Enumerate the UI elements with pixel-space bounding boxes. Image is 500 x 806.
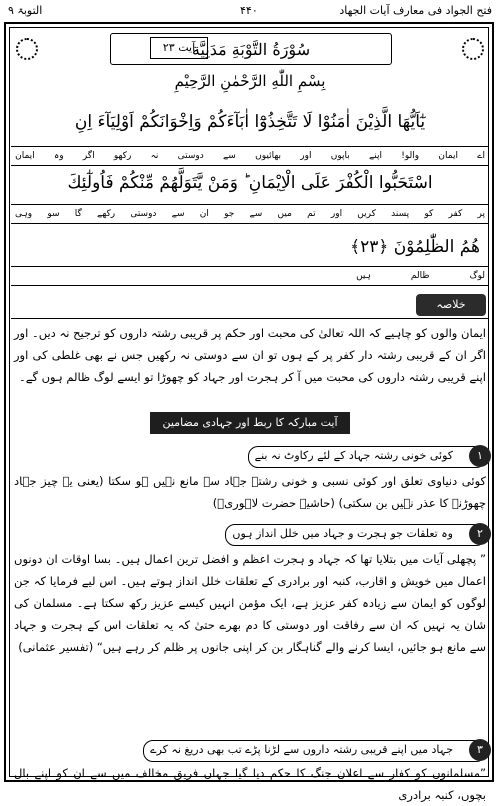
- translation-word: جو: [224, 209, 235, 219]
- summary-tag: خلاصہ: [416, 294, 486, 316]
- translation-line-2: [11, 204, 489, 224]
- translation-word: بھائیوں: [255, 151, 281, 161]
- section-banner: آیت مبارکہ کا ربط اور جہادی مضامین: [150, 412, 350, 434]
- translation-word: رکھے: [97, 209, 116, 219]
- translation-word: رکھو: [113, 151, 132, 161]
- translation-word: ظالم: [410, 271, 430, 281]
- translation-line-3: [11, 266, 489, 286]
- summary-text: ایمان والوں کو چاہیے کہ اللہ تعالیٰ کی محبت اور حکم پر قریبی رشتہ داروں کو ترجیح نہ دیں۔ اور اگر ان کے قریبی رشتہ دار کفر پر کے ہوں تو ان سے دوستی نہ رکھیں جس نے بھی غلطی کی اور اپنے قریبی رشتہ داروں کی محبت میں آ کر ہجرت اور جہاد کو چھوڑا تو ایسے لوگ ظالم ہوں گے۔: [14, 326, 486, 384]
- translation-word: ان: [199, 209, 209, 219]
- point-number-badge: ۲: [469, 523, 491, 545]
- translation-word: تم: [307, 209, 316, 219]
- translation-word: لوگ: [469, 271, 485, 281]
- point-3-text: ”مسلمانوں کو کفار سے اعلانِ جنگ کا حکم دیا گیا جہاں فریق مخالف میں سے ان کو اپنے بال بچوں، کنبہ برادری: [14, 766, 486, 802]
- translation-word: ہیں: [356, 271, 371, 281]
- point-3-heading: [143, 740, 486, 762]
- header-surah-ref: التوبۃ ۹: [8, 4, 43, 17]
- translation-word: دوستی: [177, 151, 204, 161]
- translation-word: اپنے: [369, 151, 382, 161]
- translation-word: ایمان: [438, 151, 458, 161]
- translation-word: سے: [223, 151, 236, 161]
- translation-word: کریں: [357, 209, 376, 219]
- translation-word: وہ: [53, 151, 64, 161]
- translation-line-1: [11, 146, 489, 166]
- translation-word: پسند: [391, 209, 410, 219]
- translation-word: اگر: [82, 151, 95, 161]
- bismillah: بِسْمِ اللّٰهِ الرَّحْمٰنِ الرَّحِيْمِ: [174, 72, 326, 90]
- translation-word: سو: [47, 209, 60, 219]
- rosette-ornament-icon: [462, 38, 484, 60]
- point-number-badge: ۱: [469, 445, 491, 467]
- translation-word: اور: [330, 209, 343, 219]
- translation-word: کو: [424, 209, 434, 219]
- surah-name: سُوْرَةُ التَّوْبَةِ مَدَنِيَّة: [191, 40, 311, 59]
- translation-word: باپوں: [330, 151, 350, 161]
- translation-word: سے: [171, 209, 185, 219]
- translation-word: ایمان: [15, 151, 35, 161]
- point-heading-text: جہاد میں اپنے قریبی رشتہ داروں سے لڑنا پڑے تب بھی دریغ نہ کرے: [150, 743, 453, 756]
- translation-word: اور: [300, 151, 312, 161]
- translation-word: کفر: [448, 209, 463, 219]
- translation-word: گا: [74, 209, 82, 219]
- point-2-text: ” پچھلی آیات میں بتلایا تھا کہ جہاد و ہجرت اعظم و افضل ترین اعمال ہیں۔ بسا اوقات ان دونوں اعمال میں خویش و اقارب، کنبہ اور برادری کے تعلقات خلل انداز ہوتے ہیں۔ اس لیے فرمایا کہ جن لوگوں کو ایمان سے زیادہ کفر عزیز ہے، ایک مؤمن انہیں کیسے عزیز رکھ سکتا ہے۔ مسلمان کی شان یہ نہیں کہ ان سے رفاقت اور دوستی کا دم بھرے حتیٰ کہ یہ تعلقات اس کے ہجرت و جہاد سے مانع ہو جائیں، ایسا کرنے والے گناہگار بن کر اپنی جانوں پر ظلم کر رہے ہیں“ (تفسیر عثمانی): [14, 552, 486, 654]
- translation-word: اے: [477, 151, 485, 161]
- translation-word: والو!: [401, 151, 420, 161]
- rosette-ornament-icon: [16, 38, 38, 60]
- point-heading-text: کوئی خونی رشتہ جہاد کے لئے رکاوٹ نہ بنے: [254, 449, 453, 462]
- page-number: ۴۴۰: [240, 4, 258, 17]
- translation-word: نہ: [150, 151, 159, 161]
- point-1-heading: [248, 446, 486, 468]
- translation-word: میں: [277, 209, 292, 219]
- translation-word: سے: [249, 209, 263, 219]
- verse-line-3: هُمُ الظّٰلِمُوْنَ ﴿۲۳﴾: [350, 237, 480, 257]
- translation-word: پر: [477, 209, 485, 219]
- divider: [11, 318, 489, 319]
- verse-line-1: يٰٓاَيُّهَا الَّذِيْنَ اٰمَنُوْا لَا تَتَّخِذُوْٓا اٰبَآءَكُمْ وَاِخْوَانَكُمْ اَوْلِيَآءَ اِنِ: [74, 112, 426, 132]
- verse-line-2: اسْتَحَبُّوا الْكُفْرَ عَلَى الْاِيْمَانِ ؕ وَمَنْ يَّتَوَلَّهُمْ مِّنْكُمْ فَاُولٰٓئِكَ: [67, 173, 433, 193]
- point-1-text: کوئی دنیاوی تعلق اور کوئی نسبی و خونی رشتہ جہاد سے مانع نہیں ہو سکتا (یعنی یہ چیز جہاد چھوڑنے کا عذر نہیں بن سکتی) (حاشیہ حضرت لاہوریؒ): [14, 474, 486, 510]
- ayat-number-badge: آیت ۲۳: [150, 37, 208, 59]
- point-2-heading: [225, 524, 486, 546]
- point-number-badge: ۳: [469, 739, 491, 761]
- translation-word: دوستی: [130, 209, 157, 219]
- page-header: [4, 4, 496, 20]
- translation-word: وہی: [15, 209, 33, 219]
- book-title: فتح الجواد فی معارف آیات الجهاد: [339, 4, 492, 17]
- point-heading-text: وہ تعلقات جو ہجرت و جہاد میں خلل انداز ہوں: [232, 527, 453, 540]
